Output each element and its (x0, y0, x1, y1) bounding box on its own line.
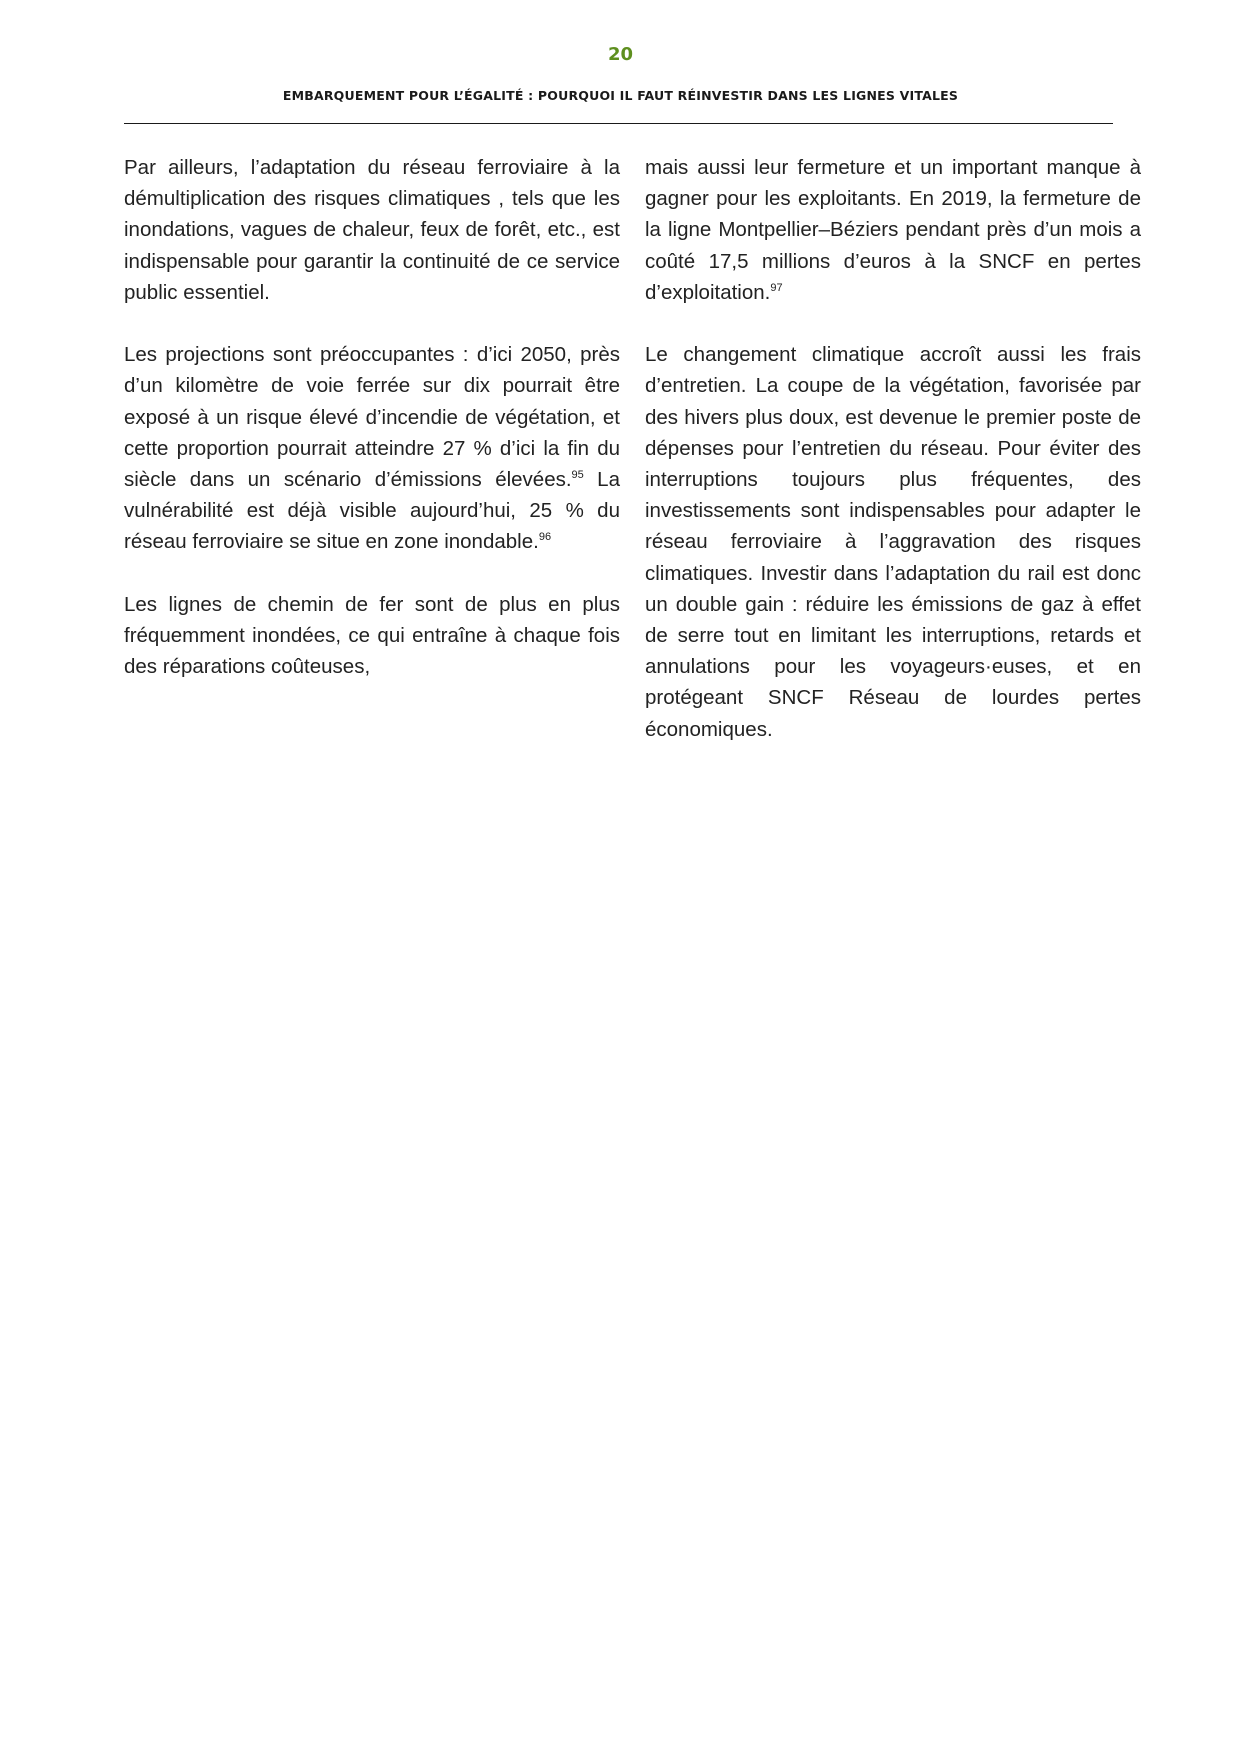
footnote-ref-97: 97 (770, 281, 783, 294)
right-column (645, 152, 1141, 745)
page-number: 20 (607, 44, 634, 65)
paragraph-maintenance-costs: Le changement climatique accroît aussi les frais d’entretien. La coupe de la végétation, favorisée par des hivers plus doux, est devenue le premier poste de dépenses pour l’entretien du réseau. Pour éviter des interruptions toujours plus fréquentes, des investissements sont indispensables pour adapter le réseau ferroviaire à l’aggravation des risques climatiques. Investir dans l’adaptation du rail est donc un double gain : réduire les émissions de gaz à effet de serre tout en limitant les interruptions, retards et annulations pour les voyageurs·euses, et en protégeant SNCF Réseau de lourdes pertes économiques. (645, 343, 1141, 741)
paragraph-projections-text-b: La vulnérabilité est déjà visible aujourd’hui, 25 % du réseau ferroviaire se situe en zone inondable. (124, 468, 620, 554)
paragraph-climate-adaptation: Par ailleurs, l’adaptation du réseau ferroviaire à la démultiplication des risques climatiques , tels que les inondations, vagues de chaleur, feux de forêt, etc., est indispensable pour garantir la continuité de ce service public essentiel. (124, 156, 620, 304)
paragraph-projections (124, 339, 620, 557)
paragraph-projections-text-a: Les projections sont préoccupantes : d’ici 2050, près d’un kilomètre de voie ferrée sur dix pourrait être exposé à un risque élevé d’incendie de végétation, et cette proportion pourrait atteindre 27 % d’ici la fin du siècle dans un scénario d’émissions élevées. (124, 343, 620, 492)
footnote-ref-96: 96 (538, 531, 552, 544)
paragraph-flooding: Les lignes de chemin de fer sont de plus en plus fréquemment inondées, ce qui entraîne à chaque fois des réparations coûteuses, (124, 592, 620, 679)
paragraph-closure-costs-text: mais aussi leur fermeture et un important manque à gagner pour les exploitants. En 2019, la fermeture de la ligne Montpellier–Béziers pendant près d’un mois a coûté 17,5 millions d’euros à la SNCF en pertes d’exploitation. (645, 156, 1141, 304)
left-column (124, 152, 620, 682)
footnote-ref-95: 95 (571, 469, 584, 482)
header-divider (124, 123, 1113, 124)
paragraph-closure-costs (645, 152, 1141, 308)
running-header: EMBARQUEMENT POUR L’ÉGALITÉ : POURQUOI IL FAUT RÉINVESTIR DANS LES LIGNES VITALES (282, 88, 959, 103)
